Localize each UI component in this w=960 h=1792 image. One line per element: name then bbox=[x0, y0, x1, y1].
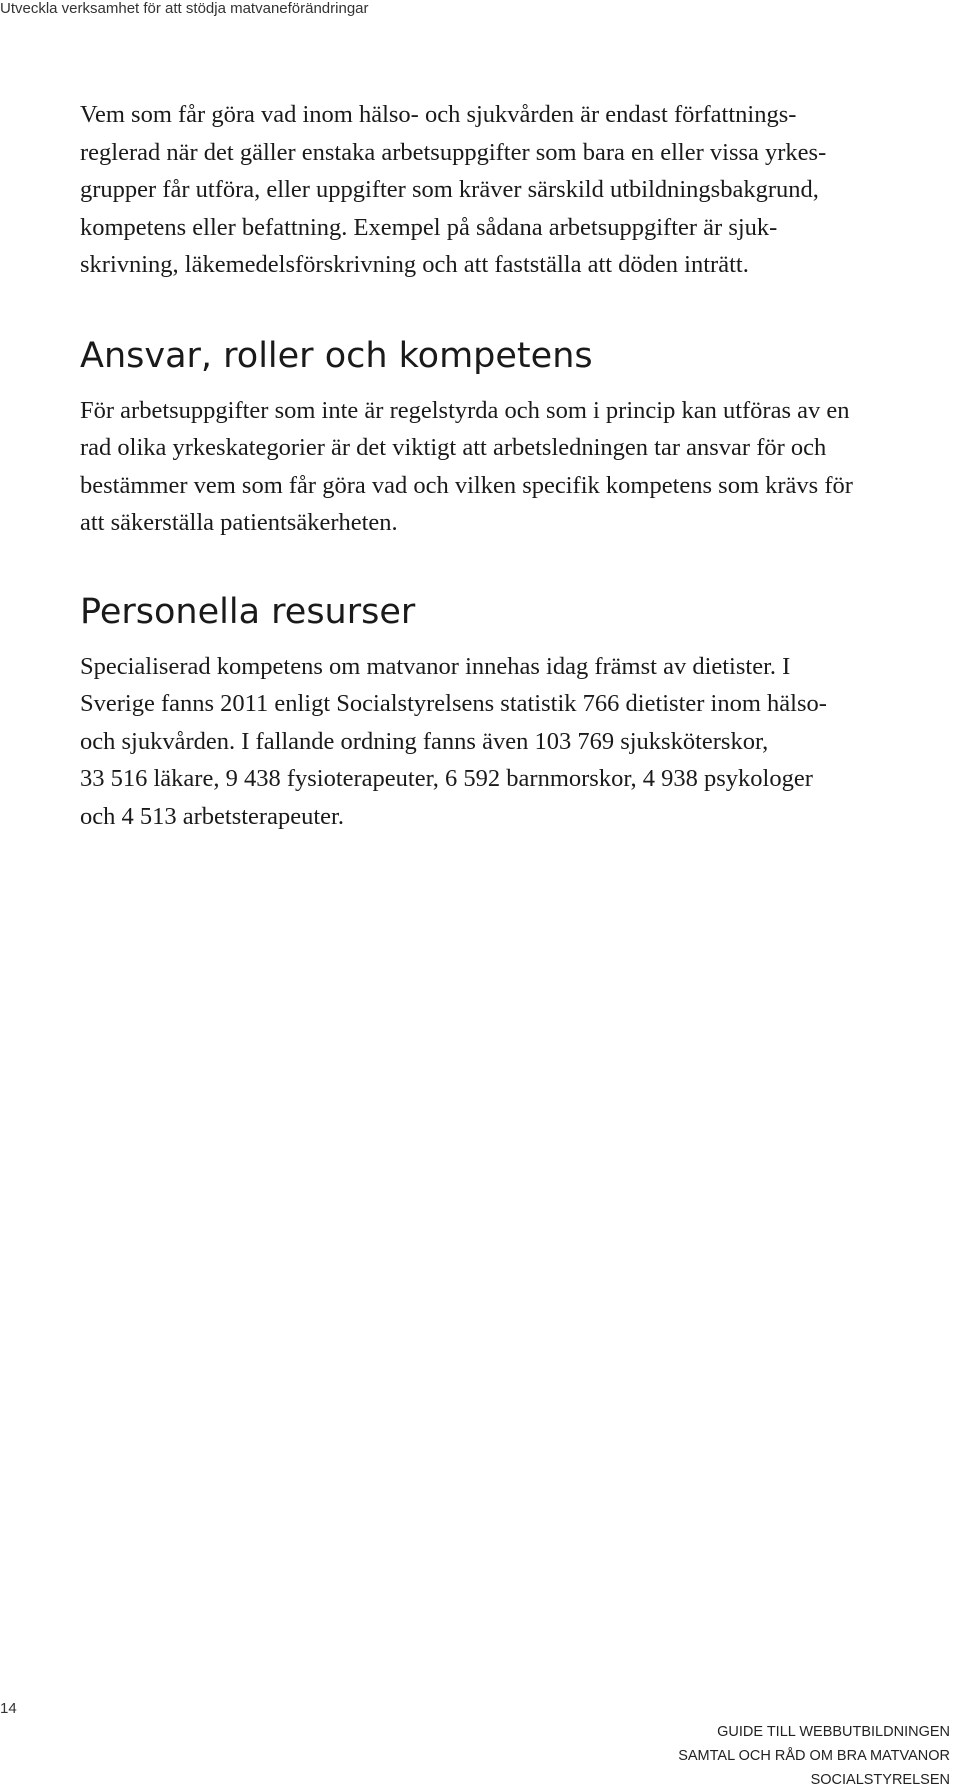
text-line: grupper får utföra, eller uppgifter som kräver särskild utbildningsbakgrund, bbox=[80, 176, 819, 203]
text-line: rad olika yrkeskategorier är det viktigt att arbetsledningen tar ansvar för och bbox=[80, 434, 827, 461]
text-line: och sjukvården. I fallande ordning fanns även 103 769 sjuksköterskor, bbox=[80, 727, 769, 755]
text-line: Specialiserad kompetens om matvanor innehas idag främst av dietister. I bbox=[80, 652, 791, 680]
text-line: kompetens eller befattning. Exempel på sådana arbetsuppgifter är sjuk- bbox=[80, 213, 778, 241]
text-line: och 4 513 arbetsterapeuter. bbox=[80, 802, 344, 830]
footer-line: SAMTAL OCH RÅD OM BRA MATVANOR bbox=[678, 1748, 950, 1764]
section-heading-personella: Personella resurser bbox=[80, 591, 416, 632]
text-line: reglerad när det gäller enstaka arbetsuppgifter som bara en eller vissa yrkes- bbox=[80, 138, 827, 166]
text-line: Vem som får göra vad inom hälso- och sjukvården är endast författnings- bbox=[80, 101, 797, 128]
text-line: bestämmer vem som får göra vad och vilken specifik kompetens som krävs för bbox=[80, 471, 853, 499]
section-heading-ansvar: Ansvar, roller och kompetens bbox=[80, 335, 593, 376]
footer-line: GUIDE TILL WEBBUTBILDNINGEN bbox=[717, 1724, 950, 1740]
footer-line: SOCIALSTYRELSEN bbox=[810, 1772, 950, 1788]
text-line: 33 516 läkare, 9 438 fysioterapeuter, 6 592 barnmorskor, 4 938 psykologer bbox=[80, 765, 813, 792]
page-number: 14 bbox=[0, 1700, 17, 1717]
running-header: Utveckla verksamhet för att stödja matvaneförändringar bbox=[0, 0, 369, 17]
text-line: Sverige fanns 2011 enligt Socialstyrelsens statistik 766 dietister inom hälso- bbox=[80, 690, 827, 717]
intro-paragraph bbox=[80, 96, 940, 284]
text-line: att säkerställa patientsäkerheten. bbox=[80, 509, 398, 536]
text-line: skrivning, läkemedelsförskrivning och att fastställa att döden inträtt. bbox=[80, 251, 749, 278]
page-content bbox=[80, 96, 940, 835]
personella-paragraph bbox=[80, 648, 940, 836]
footer-publication-info bbox=[678, 1720, 950, 1792]
text-line: För arbetsuppgifter som inte är regelstyrda och som i princip kan utföras av en bbox=[80, 396, 850, 424]
ansvar-paragraph bbox=[80, 392, 940, 542]
